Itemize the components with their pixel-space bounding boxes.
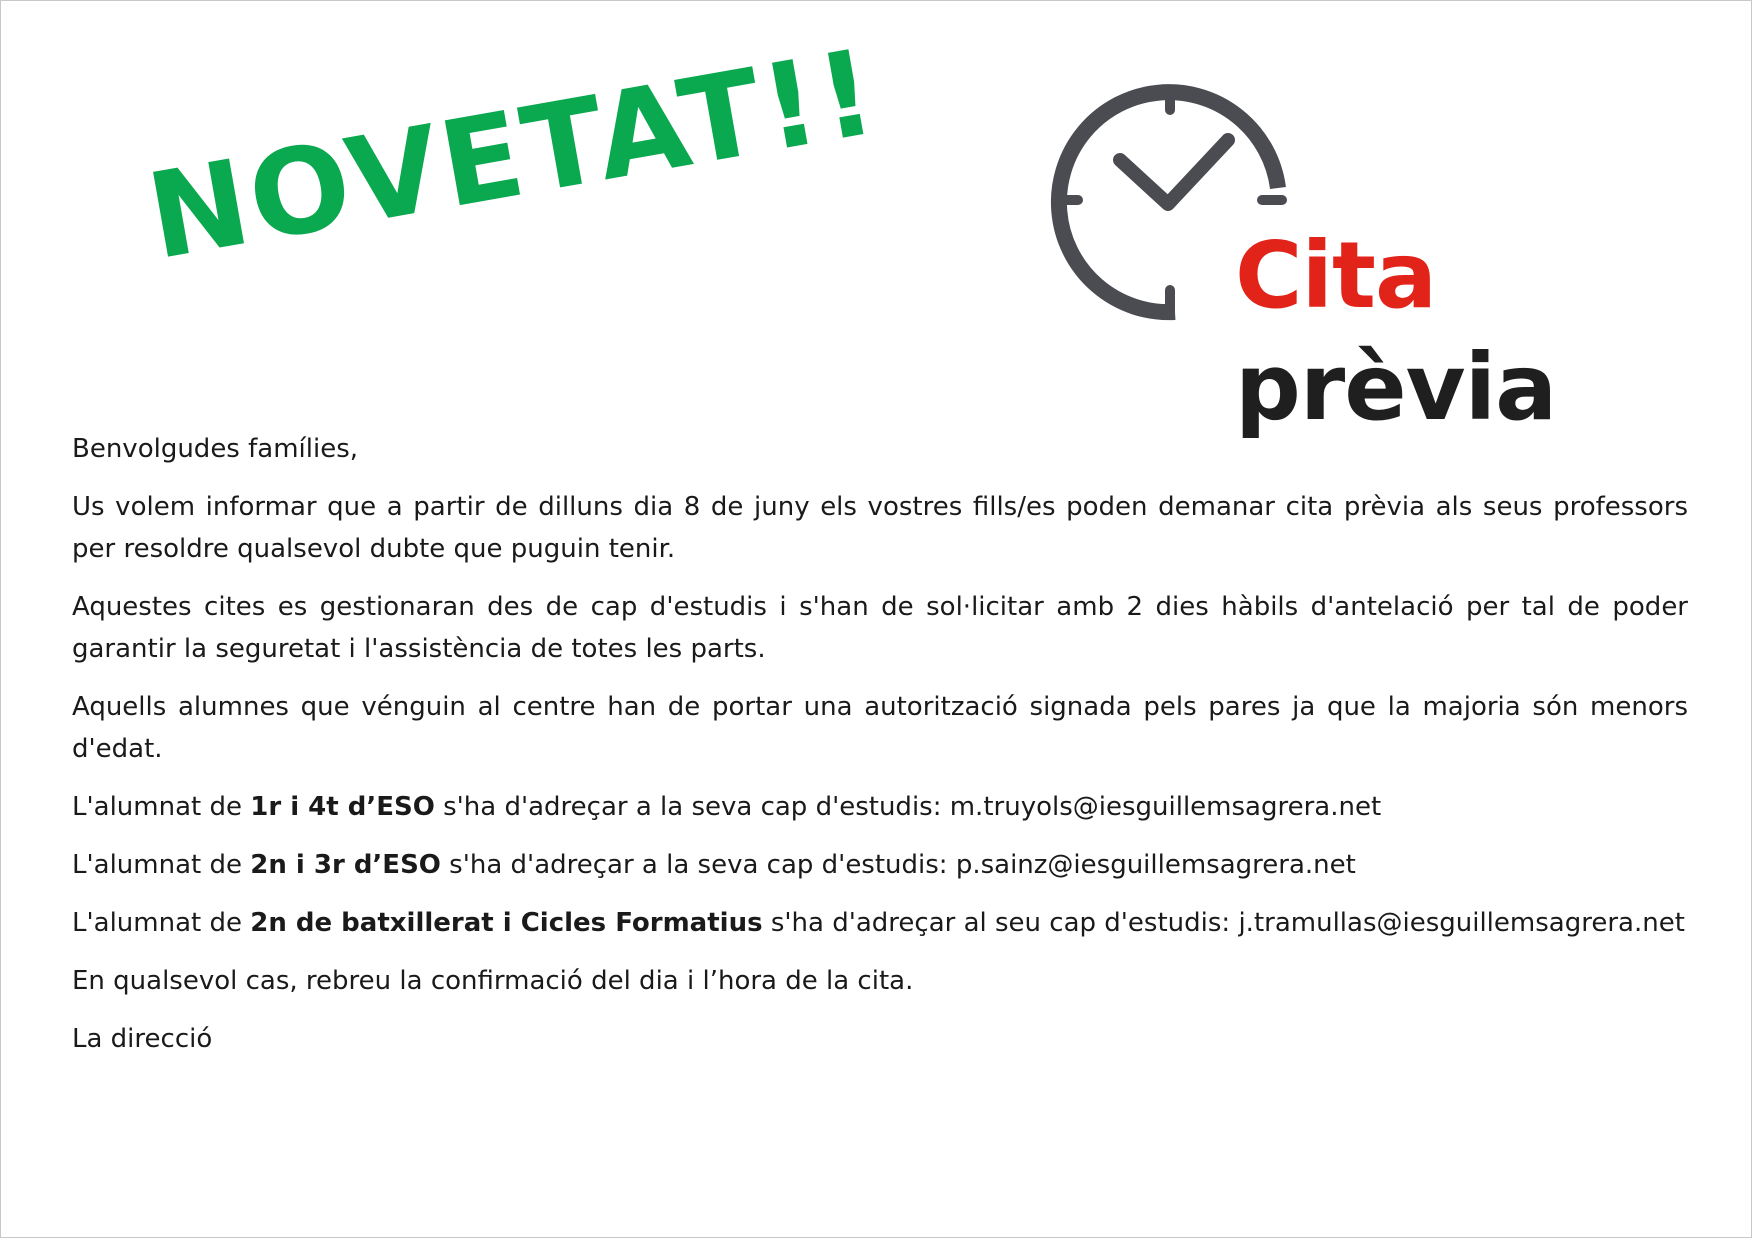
contact-prefix: L'alumnat de <box>72 792 251 822</box>
signature: La direcció <box>72 1024 213 1054</box>
paragraph-authorization: Aquells alumnes que vénguin al centre han de portar una autorització signada pels pares ja que la majoria són menors d'edat. <box>72 692 1688 764</box>
contact-email: m.truyols@iesguillemsagrera.net <box>949 792 1382 822</box>
paragraph-scheduling: Aquestes cites es gestionaran des de cap d'estudis i s'han de sol·licitar amb 2 dies hàbils d'antelació per tal de poder garantir la seguretat i l'assistència de totes les parts. <box>72 592 1688 664</box>
logo-word-previa: prèvia <box>1235 334 1557 441</box>
contact-middle: s'ha d'adreçar al seu cap d'estudis: <box>762 908 1239 938</box>
contact-group: 2n de batxillerat i Cicles Formatius <box>250 908 763 938</box>
contact-middle: s'ha d'adreçar a la seva cap d'estudis: <box>440 850 956 880</box>
contact-group: 2n i 3r d’ESO <box>250 850 441 880</box>
logo-word-cita: Cita <box>1235 222 1437 329</box>
contact-email: p.sainz@iesguillemsagrera.net <box>955 850 1356 880</box>
contact-email: j.tramullas@iesguillemsagrera.net <box>1238 908 1685 938</box>
contact-line-3 <box>72 902 1688 944</box>
paragraph-intro: Us volem informar que a partir de dilluns dia 8 de juny els vostres fills/es poden demanar cita prèvia als seus professors per resoldre qualsevol dubte que puguin tenir. <box>72 492 1688 564</box>
paragraph-confirmation: En qualsevol cas, rebreu la confirmació del dia i l’hora de la cita. <box>72 966 914 996</box>
letter-body <box>72 428 1688 1076</box>
contact-line-2 <box>72 844 1688 886</box>
cita-previa-logo <box>1050 80 1570 470</box>
headline-novetat: NOVETAT!! <box>138 22 888 287</box>
contact-prefix: L'alumnat de <box>72 850 251 880</box>
contact-group: 1r i 4t d’ESO <box>250 792 435 822</box>
contact-middle: s'ha d'adreçar a la seva cap d'estudis: <box>434 792 950 822</box>
contact-prefix: L'alumnat de <box>72 908 251 938</box>
greeting: Benvolgudes famílies, <box>72 434 359 464</box>
contact-line-1 <box>72 786 1688 828</box>
